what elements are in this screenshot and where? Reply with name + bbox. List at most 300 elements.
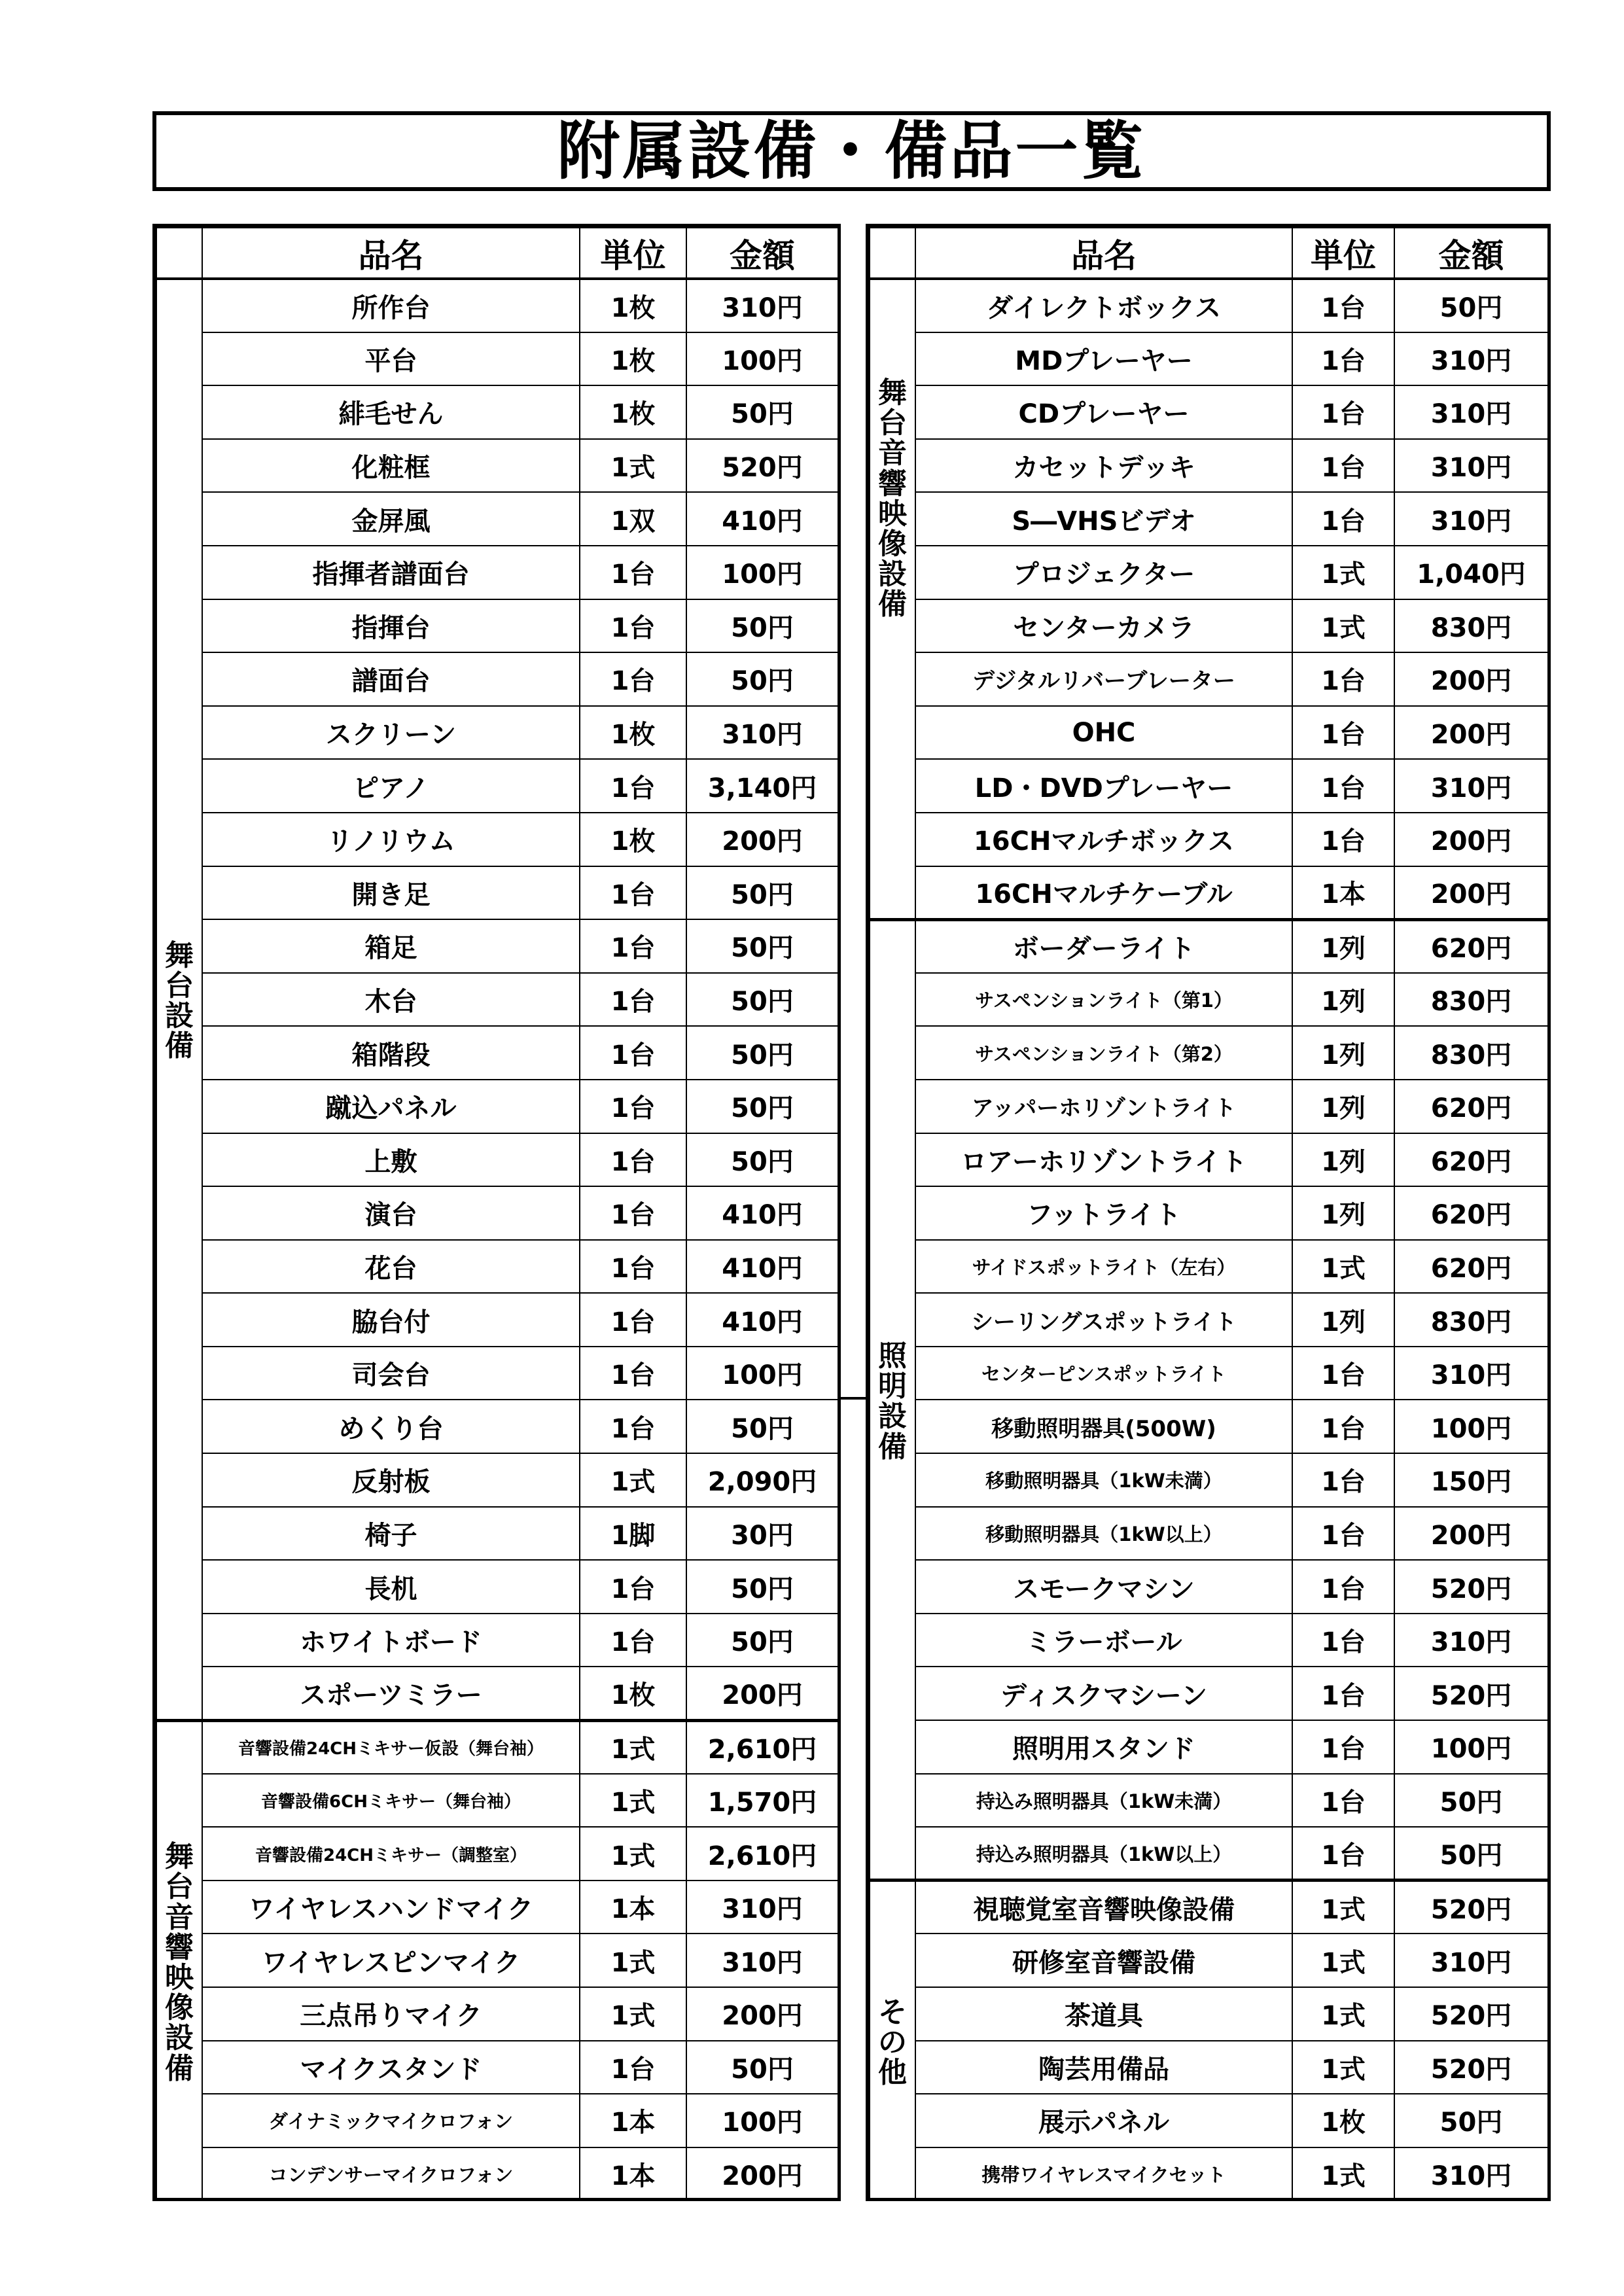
item-price: 50円 — [1394, 2094, 1548, 2147]
item-price: 200円 — [1394, 706, 1548, 760]
item-unit: 1式 — [1292, 1240, 1394, 1294]
item-price: 520円 — [1394, 2041, 1548, 2094]
table-row — [156, 1667, 838, 1720]
item-price: 620円 — [1394, 1133, 1548, 1187]
item-name: 箱階段 — [202, 1026, 580, 1080]
item-name: 緋毛せん — [202, 385, 580, 439]
item-unit: 1台 — [1292, 1667, 1394, 1720]
item-name: 移動照明器具（1kW以上） — [915, 1507, 1292, 1561]
category-char: 備 — [878, 1430, 907, 1464]
left-category-cell — [156, 1720, 202, 2200]
item-price: 520円 — [1394, 1560, 1548, 1614]
item-price: 830円 — [1394, 1026, 1548, 1080]
item-unit: 1双 — [580, 492, 686, 546]
table-row — [156, 1827, 838, 1881]
item-price: 50円 — [1394, 279, 1548, 332]
item-price: 200円 — [1394, 1507, 1548, 1561]
item-unit: 1式 — [580, 1987, 686, 2041]
item-price: 100円 — [686, 1347, 838, 1400]
item-name: アッパーホリゾントライト — [915, 1080, 1292, 1133]
item-price: 50円 — [686, 385, 838, 439]
item-name: ロアーホリゾントライト — [915, 1133, 1292, 1187]
right-category-cell — [870, 919, 915, 1881]
item-unit: 1列 — [1292, 1080, 1394, 1133]
left-table-body — [156, 228, 838, 2200]
item-price: 410円 — [686, 1293, 838, 1347]
item-name: サスペンションライト（第2） — [915, 1026, 1292, 1080]
table-row — [870, 1186, 1548, 1240]
left-header-unit: 単位 — [580, 228, 686, 279]
item-price: 50円 — [686, 1400, 838, 1453]
item-name: 音響設備24CHミキサー（調整室） — [202, 1827, 580, 1881]
item-name: 研修室音響設備 — [915, 1934, 1292, 1987]
table-row — [870, 2094, 1548, 2147]
table-row — [156, 1507, 838, 1561]
table-row — [870, 1240, 1548, 1294]
item-name: 三点吊りマイク — [202, 1987, 580, 2041]
item-name: 持込み照明器具（1kW以上） — [915, 1827, 1292, 1881]
table-row — [156, 546, 838, 599]
item-name: 持込み照明器具（1kW未満） — [915, 1774, 1292, 1828]
item-unit: 1列 — [1292, 973, 1394, 1027]
item-price: 410円 — [686, 1240, 838, 1294]
item-name: 所作台 — [202, 279, 580, 332]
item-price: 830円 — [1394, 599, 1548, 653]
table-row — [870, 759, 1548, 813]
table-row — [156, 759, 838, 813]
table-row — [156, 1453, 838, 1507]
table-row — [870, 1560, 1548, 1614]
item-name: プロジェクター — [915, 546, 1292, 599]
category-char: 音 — [878, 436, 907, 470]
table-row — [870, 706, 1548, 760]
item-unit: 1脚 — [580, 1507, 686, 1561]
item-unit: 1式 — [580, 439, 686, 493]
category-char: 映 — [878, 497, 907, 531]
item-unit: 1台 — [1292, 1453, 1394, 1507]
table-row — [156, 1240, 838, 1294]
item-price: 2,610円 — [686, 1827, 838, 1881]
category-char: 舞 — [878, 376, 907, 410]
item-unit: 1式 — [1292, 2041, 1394, 2094]
category-char: 設 — [165, 999, 194, 1033]
item-price: 50円 — [686, 919, 838, 973]
item-price: 100円 — [686, 2094, 838, 2147]
item-name: 陶芸用備品 — [915, 2041, 1292, 2094]
item-price: 50円 — [686, 1560, 838, 1614]
item-name: 司会台 — [202, 1347, 580, 1400]
category-char: 台 — [165, 969, 194, 1003]
table-row — [156, 652, 838, 706]
item-price: 310円 — [1394, 492, 1548, 546]
item-name: MDプレーヤー — [915, 332, 1292, 386]
item-name: ワイヤレスピンマイク — [202, 1934, 580, 1987]
item-name: サスペンションライト（第1） — [915, 973, 1292, 1027]
item-name: デジタルリバーブレーター — [915, 652, 1292, 706]
item-name: 金屏風 — [202, 492, 580, 546]
category-char: 台 — [878, 406, 907, 440]
item-price: 50円 — [686, 1133, 838, 1187]
item-name: 箱足 — [202, 919, 580, 973]
item-unit: 1台 — [580, 919, 686, 973]
item-price: 310円 — [1394, 1934, 1548, 1987]
item-unit: 1台 — [1292, 1614, 1394, 1667]
item-name: 指揮台 — [202, 599, 580, 653]
table-row — [156, 599, 838, 653]
item-price: 830円 — [1394, 1293, 1548, 1347]
item-price: 310円 — [1394, 759, 1548, 813]
item-price: 620円 — [1394, 1186, 1548, 1240]
item-unit: 1本 — [1292, 866, 1394, 920]
category-char: 設 — [878, 557, 907, 592]
right-header-category — [870, 228, 915, 279]
table-row — [156, 1987, 838, 2041]
item-name: 16CHマルチケーブル — [915, 866, 1292, 920]
item-unit: 1枚 — [580, 332, 686, 386]
table-row — [156, 1026, 838, 1080]
table-row — [870, 1827, 1548, 1881]
right-header-price: 金額 — [1394, 228, 1548, 279]
item-unit: 1本 — [580, 2147, 686, 2201]
item-unit: 1台 — [1292, 279, 1394, 332]
item-price: 100円 — [1394, 1720, 1548, 1774]
item-unit: 1枚 — [580, 813, 686, 866]
right-header-name: 品名 — [915, 228, 1292, 279]
category-char: 像 — [165, 1991, 194, 2025]
item-name: 移動照明器具（1kW未満） — [915, 1453, 1292, 1507]
page-title: 附属設備・備品一覧 — [557, 115, 1146, 188]
item-price: 200円 — [686, 1667, 838, 1720]
table-row — [870, 1133, 1548, 1187]
item-name: 開き足 — [202, 866, 580, 920]
table-row — [870, 1026, 1548, 1080]
table-row — [870, 1400, 1548, 1453]
left-table — [156, 227, 839, 2201]
item-unit: 1台 — [1292, 813, 1394, 866]
item-name: CDプレーヤー — [915, 385, 1292, 439]
item-name: マイクスタンド — [202, 2041, 580, 2094]
item-unit: 1台 — [1292, 492, 1394, 546]
left-header-price: 金額 — [686, 228, 838, 279]
item-price: 310円 — [686, 1934, 838, 1987]
category-char: 設 — [165, 2021, 194, 2055]
item-unit: 1本 — [580, 1881, 686, 1934]
table-row — [156, 385, 838, 439]
table-row — [870, 813, 1548, 866]
item-price: 50円 — [1394, 1827, 1548, 1881]
item-price: 310円 — [1394, 1614, 1548, 1667]
item-name: ボーダーライト — [915, 919, 1292, 973]
item-name: 視聴覚室音響映像設備 — [915, 1881, 1292, 1934]
item-name: スクリーン — [202, 706, 580, 760]
item-name: LD・DVDプレーヤー — [915, 759, 1292, 813]
category-char: の — [878, 2026, 907, 2060]
item-price: 310円 — [1394, 2147, 1548, 2201]
item-unit: 1式 — [580, 1720, 686, 1774]
table-row — [870, 973, 1548, 1027]
item-unit: 1台 — [1292, 1827, 1394, 1881]
item-price: 310円 — [1394, 385, 1548, 439]
item-price: 310円 — [1394, 439, 1548, 493]
table-row — [156, 492, 838, 546]
item-unit: 1台 — [580, 599, 686, 653]
table-row — [156, 706, 838, 760]
item-name: 上敷 — [202, 1133, 580, 1187]
item-price: 3,140円 — [686, 759, 838, 813]
right-table-body — [870, 228, 1548, 2200]
item-name: サイドスポットライト（左右） — [915, 1240, 1292, 1294]
category-char: 像 — [878, 527, 907, 561]
item-price: 410円 — [686, 1186, 838, 1240]
table-row — [156, 332, 838, 386]
table-row — [156, 1614, 838, 1667]
item-price: 520円 — [1394, 1881, 1548, 1934]
item-price: 200円 — [1394, 813, 1548, 866]
item-name: ホワイトボード — [202, 1614, 580, 1667]
item-unit: 1台 — [1292, 759, 1394, 813]
table-row — [156, 866, 838, 920]
table-row — [156, 1080, 838, 1133]
item-unit: 1台 — [580, 1347, 686, 1400]
item-unit: 1本 — [580, 2094, 686, 2147]
item-name: 展示パネル — [915, 2094, 1292, 2147]
table-row — [870, 1774, 1548, 1828]
category-char: 響 — [165, 1930, 194, 1964]
item-price: 2,610円 — [686, 1720, 838, 1774]
item-unit: 1式 — [580, 1934, 686, 1987]
table-row — [156, 2147, 838, 2201]
item-name: 反射板 — [202, 1453, 580, 1507]
item-name: 化粧框 — [202, 439, 580, 493]
item-unit: 1枚 — [1292, 2094, 1394, 2147]
item-name: センターカメラ — [915, 599, 1292, 653]
item-name: 移動照明器具(500W) — [915, 1400, 1292, 1453]
table-row — [156, 973, 838, 1027]
table-row — [870, 652, 1548, 706]
item-name: 音響設備24CHミキサー仮設（舞台袖） — [202, 1720, 580, 1774]
category-char: 設 — [878, 1400, 907, 1434]
item-unit: 1列 — [1292, 1293, 1394, 1347]
item-unit: 1台 — [1292, 1347, 1394, 1400]
item-unit: 1台 — [580, 759, 686, 813]
item-unit: 1式 — [1292, 546, 1394, 599]
item-price: 310円 — [686, 1881, 838, 1934]
item-price: 310円 — [686, 706, 838, 760]
category-char: 照 — [878, 1339, 907, 1373]
table-row — [870, 546, 1548, 599]
item-name: 譜面台 — [202, 652, 580, 706]
item-name: 音響設備6CHミキサー（舞台袖） — [202, 1774, 580, 1828]
table-row — [156, 919, 838, 973]
item-price: 50円 — [686, 973, 838, 1027]
item-name: ワイヤレスハンドマイク — [202, 1881, 580, 1934]
table-row — [156, 2041, 838, 2094]
item-name: リノリウム — [202, 813, 580, 866]
item-name: 木台 — [202, 973, 580, 1027]
item-price: 620円 — [1394, 919, 1548, 973]
item-price: 200円 — [1394, 652, 1548, 706]
item-name: 演台 — [202, 1186, 580, 1240]
table-row — [156, 813, 838, 866]
item-price: 50円 — [686, 1614, 838, 1667]
item-name: 蹴込パネル — [202, 1080, 580, 1133]
item-name: 照明用スタンド — [915, 1720, 1292, 1774]
item-unit: 1台 — [580, 546, 686, 599]
item-price: 310円 — [1394, 1347, 1548, 1400]
left-category-cell — [156, 279, 202, 1720]
category-char: 台 — [165, 1870, 194, 1904]
table-row — [870, 279, 1548, 332]
item-unit: 1台 — [1292, 332, 1394, 386]
item-name: カセットデッキ — [915, 439, 1292, 493]
table-row — [156, 2094, 838, 2147]
item-name: ミラーボール — [915, 1614, 1292, 1667]
item-name: 指揮者譜面台 — [202, 546, 580, 599]
item-unit: 1台 — [1292, 1507, 1394, 1561]
item-unit: 1式 — [1292, 1934, 1394, 1987]
item-price: 1,040円 — [1394, 546, 1548, 599]
item-price: 50円 — [686, 652, 838, 706]
item-name: ダイレクトボックス — [915, 279, 1292, 332]
table-row — [870, 1293, 1548, 1347]
item-unit: 1台 — [580, 1560, 686, 1614]
item-name: S―VHSビデオ — [915, 492, 1292, 546]
item-unit: 1枚 — [580, 1667, 686, 1720]
item-unit: 1台 — [580, 1026, 686, 1080]
item-price: 100円 — [686, 332, 838, 386]
item-unit: 1枚 — [580, 279, 686, 332]
item-unit: 1台 — [580, 1614, 686, 1667]
item-name: スモークマシン — [915, 1560, 1292, 1614]
item-price: 410円 — [686, 492, 838, 546]
table-row — [870, 866, 1548, 920]
table-row — [870, 385, 1548, 439]
table-connector-line — [841, 1397, 866, 1400]
category-char: 舞 — [165, 1840, 194, 1874]
left-header-name: 品名 — [202, 228, 580, 279]
table-row — [870, 1347, 1548, 1400]
item-unit: 1式 — [1292, 1881, 1394, 1934]
item-price: 200円 — [686, 813, 838, 866]
right-category-cell — [870, 1881, 915, 2201]
item-name: 椅子 — [202, 1507, 580, 1561]
table-row — [870, 1614, 1548, 1667]
item-name: ピアノ — [202, 759, 580, 813]
item-price: 150円 — [1394, 1453, 1548, 1507]
table-row — [156, 1774, 838, 1828]
table-row — [156, 279, 838, 332]
item-name: シーリングスポットライト — [915, 1293, 1292, 1347]
item-unit: 1台 — [580, 1293, 686, 1347]
table-row — [870, 1080, 1548, 1133]
item-price: 200円 — [1394, 866, 1548, 920]
item-price: 200円 — [686, 2147, 838, 2201]
item-price: 50円 — [686, 2041, 838, 2094]
item-unit: 1式 — [580, 1774, 686, 1828]
table-row — [156, 1720, 838, 1774]
table-row — [870, 1507, 1548, 1561]
left-price-table — [152, 224, 841, 2201]
item-unit: 1台 — [580, 2041, 686, 2094]
left-header-row — [156, 228, 838, 279]
item-name: 脇台付 — [202, 1293, 580, 1347]
item-name: フットライト — [915, 1186, 1292, 1240]
category-char: 響 — [878, 467, 907, 501]
item-price: 310円 — [686, 279, 838, 332]
item-name: 平台 — [202, 332, 580, 386]
item-unit: 1台 — [580, 866, 686, 920]
item-price: 30円 — [686, 1507, 838, 1561]
right-header-unit: 単位 — [1292, 228, 1394, 279]
table-row — [870, 1453, 1548, 1507]
table-row — [870, 599, 1548, 653]
item-name: ダイナミックマイクロフォン — [202, 2094, 580, 2147]
item-name: ディスクマシーン — [915, 1667, 1292, 1720]
item-name: 長机 — [202, 1560, 580, 1614]
item-unit: 1台 — [1292, 652, 1394, 706]
table-row — [870, 1934, 1548, 1987]
item-name: スポーツミラー — [202, 1667, 580, 1720]
table-row — [870, 439, 1548, 493]
table-row — [156, 1400, 838, 1453]
category-char: 舞 — [165, 938, 194, 972]
table-row — [156, 439, 838, 493]
item-unit: 1台 — [580, 652, 686, 706]
item-unit: 1台 — [580, 1400, 686, 1453]
table-row — [156, 1347, 838, 1400]
item-name: コンデンサーマイクロフォン — [202, 2147, 580, 2201]
item-price: 200円 — [686, 1987, 838, 2041]
item-unit: 1枚 — [580, 385, 686, 439]
item-name: 茶道具 — [915, 1987, 1292, 2041]
category-char: 明 — [878, 1369, 907, 1404]
item-price: 830円 — [1394, 973, 1548, 1027]
table-row — [870, 492, 1548, 546]
left-header-category — [156, 228, 202, 279]
item-name: OHC — [915, 706, 1292, 760]
item-price: 100円 — [1394, 1400, 1548, 1453]
category-char: 音 — [165, 1900, 194, 1934]
item-price: 2,090円 — [686, 1453, 838, 1507]
item-name: 16CHマルチボックス — [915, 813, 1292, 866]
item-price: 620円 — [1394, 1080, 1548, 1133]
item-unit: 1台 — [580, 973, 686, 1027]
item-unit: 1台 — [1292, 385, 1394, 439]
category-char: 備 — [165, 2051, 194, 2085]
category-char: 映 — [165, 1960, 194, 1994]
right-category-cell — [870, 279, 915, 919]
title-box — [152, 111, 1551, 191]
table-row — [870, 919, 1548, 973]
table-row — [870, 1881, 1548, 1934]
table-row — [870, 1987, 1548, 2041]
item-unit: 1列 — [1292, 1133, 1394, 1187]
item-unit: 1列 — [1292, 919, 1394, 973]
item-price: 50円 — [686, 1080, 838, 1133]
table-row — [156, 1186, 838, 1240]
right-price-table — [866, 224, 1551, 2201]
table-row — [156, 1560, 838, 1614]
category-char: そ — [878, 1996, 907, 2030]
item-price: 310円 — [1394, 332, 1548, 386]
item-unit: 1台 — [580, 1186, 686, 1240]
item-price: 1,570円 — [686, 1774, 838, 1828]
item-unit: 1台 — [580, 1080, 686, 1133]
item-unit: 1式 — [580, 1453, 686, 1507]
item-price: 520円 — [1394, 1987, 1548, 2041]
table-row — [870, 1667, 1548, 1720]
item-unit: 1式 — [580, 1827, 686, 1881]
